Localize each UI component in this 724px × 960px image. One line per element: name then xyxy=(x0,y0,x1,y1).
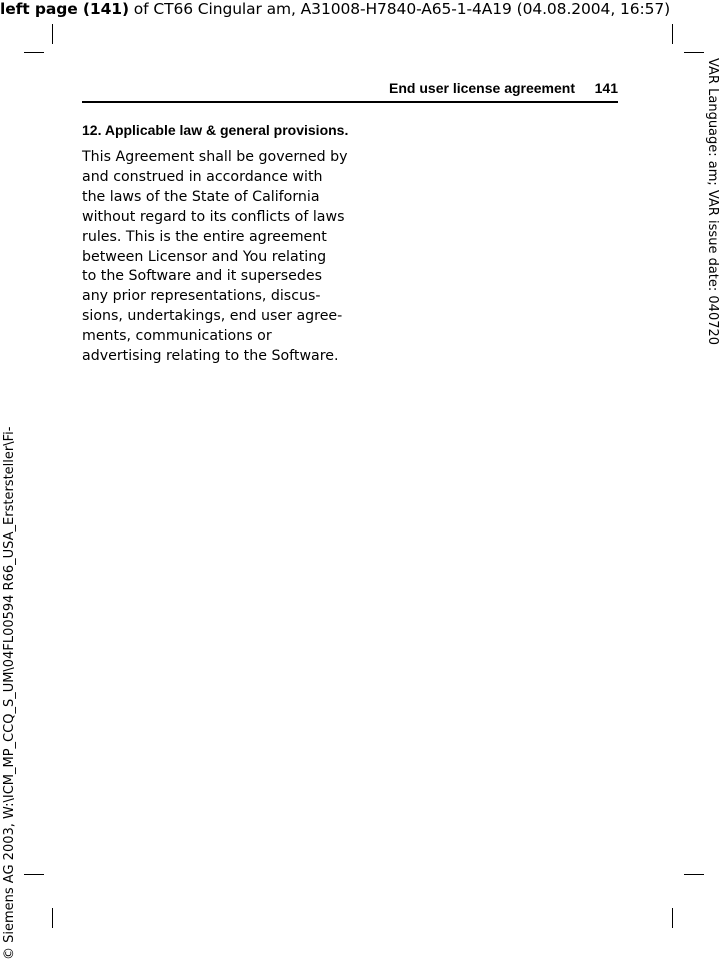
page-title: End user license agreement xyxy=(389,80,575,96)
copyright-path-info: © Siemens AG 2003, W:\ICM_MP_CCQ_S_UM\04FL00594 R66_USA_Erstersteller\Fi- xyxy=(2,426,17,960)
page-number: 141 xyxy=(594,80,618,96)
body-line: This Agreement shall be governed by xyxy=(82,149,348,165)
print-info-page: left page (141) xyxy=(0,0,129,18)
body-line: any prior representations, discus- xyxy=(82,288,321,305)
margin-left-text xyxy=(0,426,20,960)
margin-right-text xyxy=(700,58,722,346)
crop-mark-top-right-horizontal xyxy=(684,52,704,53)
crop-mark-top-left-horizontal xyxy=(24,52,44,53)
crop-mark-bottom-right-vertical xyxy=(672,908,673,928)
crop-mark-bottom-left-vertical xyxy=(52,908,53,928)
body-line: the laws of the State of California xyxy=(82,188,320,205)
header-rule xyxy=(82,101,618,103)
section-body xyxy=(82,148,377,367)
section-heading: 12. Applicable law & general provisions. xyxy=(82,122,349,138)
body-line: to the Software and it supersedes xyxy=(82,268,323,285)
crop-mark-top-right-vertical xyxy=(672,24,673,44)
page-header xyxy=(82,78,618,102)
body-line: rules. This is the entire agreement xyxy=(82,228,327,245)
print-info-line xyxy=(0,0,670,18)
body-line: ments, communications or xyxy=(82,328,272,345)
var-language-info: VAR Language: am; VAR issue date: 040720 xyxy=(705,58,720,346)
body-line: sions, undertakings, end user agree- xyxy=(82,308,343,325)
body-line: advertising relating to the Software. xyxy=(82,348,339,365)
body-line: without regard to its conflicts of laws xyxy=(82,208,345,225)
print-info-details: of CT66 Cingular am, A31008-H7840-A65-1-4A19 (04.08.2004, 16:57) xyxy=(128,0,671,18)
crop-mark-bottom-left-horizontal xyxy=(24,874,44,875)
crop-mark-top-left-vertical xyxy=(52,24,53,44)
crop-mark-bottom-right-horizontal xyxy=(684,874,704,875)
body-line: between Licensor and You relating xyxy=(82,248,327,265)
body-line: and construed in accordance with xyxy=(82,168,323,185)
